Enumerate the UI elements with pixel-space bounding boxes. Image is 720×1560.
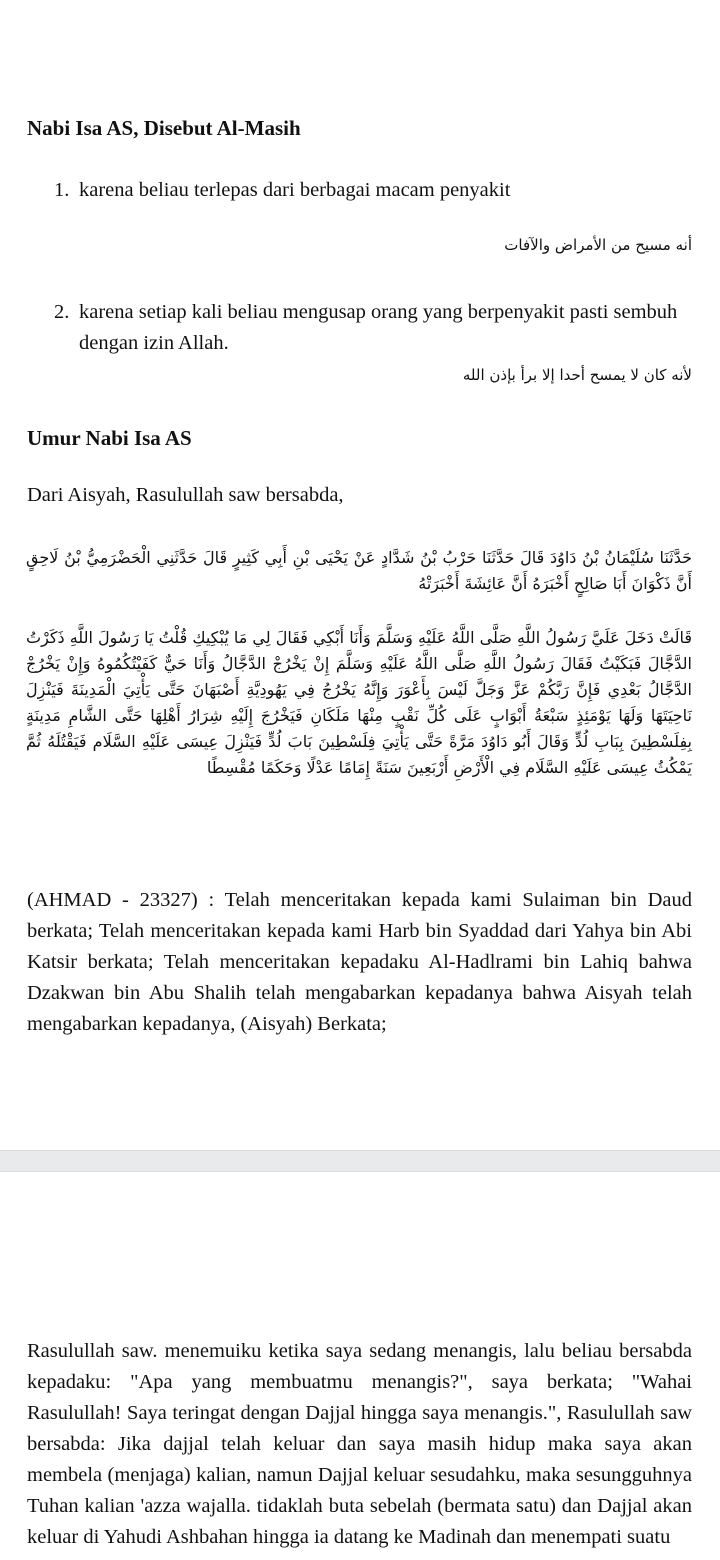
arabic-phrase-1: أنه مسيح من الأمراض والآفات bbox=[504, 236, 692, 254]
section-heading-al-masih: Nabi Isa AS, Disebut Al-Masih bbox=[27, 116, 301, 140]
document-page-2 bbox=[0, 1172, 720, 1560]
page-separator bbox=[0, 1150, 720, 1172]
section-heading-umur: Umur Nabi Isa AS bbox=[27, 426, 192, 450]
hadith-intro: Dari Aisyah, Rasulullah saw bersabda, bbox=[27, 484, 344, 506]
arabic-sanad: حَدَّثَنَا سُلَيْمَانُ بْنُ دَاوُدَ قَالَ حَدَّثَنَا حَرْبُ بْنُ شَدَّادٍ عَنْ يَحْيَى بْنِ أَبِي كَثِيرٍ قَالَ حَدَّثَنِي الْحَضْرَمِيُّ بْنُ لَاحِقٍ أَنَّ ذَكْوَانَ أَبَا صَالِحٍ أَخْبَرَهُ أَنَّ عَائِشَةَ أَخْبَرَتْهُ bbox=[26, 548, 692, 593]
list-number: 2. bbox=[54, 301, 70, 323]
list-text: karena setiap kali beliau mengusap orang yang berpenyakit pasti sembuh dengan izin Allah. bbox=[79, 301, 678, 354]
list-item-2 bbox=[54, 297, 692, 359]
translation-paragraph-2: Rasulullah saw. menemuiku ketika saya sedang menangis, lalu beliau bersabda kepadaku: "Apa yang membuatmu menangis?", saya berkata; "Wahai Rasulullah! Saya teringat dengan Dajjal hingga saya menangis.", Rasulullah saw bersabda: Jika dajjal telah keluar dan saya masih hidup maka saya akan membela (menjaga) kalian, namun Dajjal keluar sesudahku, maka sesungguhnya Tuhan kalian 'azza wajalla. tidaklah buta sebelah (bermata satu) dan Dajjal akan keluar di Yahudi Ashbahan hingga ia datang ke Madinah dan menempati suatu bbox=[27, 1340, 692, 1548]
list-number: 1. bbox=[54, 179, 70, 201]
arabic-phrase-2: لأنه كان لا يمسح أحدا إلا برأ بإذن الله bbox=[462, 366, 692, 384]
list-item-1 bbox=[54, 175, 692, 206]
translation-paragraph-1: (AHMAD - 23327) : Telah menceritakan kepada kami Sulaiman bin Daud berkata; Telah menceritakan kepada kami Harb bin Syaddad dari Yahya bin Abi Katsir berkata; Telah menceritakan kepadaku Al-Hadlrami bin Lahiq bahwa Dzakwan bin Abu Shalih telah mengabarkan kepadanya bahwa Aisyah telah mengabarkan kepadanya, (Aisyah) Berkata; bbox=[27, 889, 692, 1035]
list-text: karena beliau terlepas dari berbagai macam penyakit bbox=[79, 179, 511, 201]
arabic-matn: قَالَتْ دَخَلَ عَلَيَّ رَسُولُ اللَّهِ صَلَّى اللَّهُ عَلَيْهِ وَسَلَّمَ وَأَنَا أَبْكِي فَقَالَ لِي مَا يُبْكِيكِ قُلْتُ يَا رَسُولَ اللَّهِ ذَكَرْتُ الدَّجَّالَ فَبَكَيْتُ فَقَالَ رَسُولُ اللَّهِ صَلَّى اللَّهُ عَلَيْهِ وَسَلَّمَ إِنْ يَخْرُجْ الدَّجَّالُ وَأَنَا حَيٌّ كَفَيْتُكُمُوهُ وَإِنْ يَخْرُجْ الدَّجَّالُ بَعْدِي فَإِنَّ رَبَّكُمْ عَزَّ وَجَلَّ لَيْسَ بِأَعْوَرَ وَإِنَّهُ يَخْرُجُ فِي يَهُودِيَّةِ أَصْبَهَانَ حَتَّى يَأْتِيَ الْمَدِينَةَ فَيَنْزِلَ نَاحِيَتَهَا وَلَهَا يَوْمَئِذٍ سَبْعَةُ أَبْوَابٍ عَلَى كُلِّ نَقْبٍ مِنْهَا مَلَكَانِ فَيَخْرُجَ إِلَيْهِ شِرَارُ أَهْلِهَا حَتَّى الشَّامِ مَدِينَةٍ بِفِلَسْطِينَ بِبَابِ لُدٍّ وَقَالَ أَبُو دَاوُدَ مَرَّةً حَتَّى يَأْتِيَ فِلَسْطِينَ بَابَ لُدٍّ فَيَنْزِلَ عِيسَى عَلَيْهِ السَّلَام فَيَقْتُلَهُ ثُمَّ يَمْكُثُ عِيسَى عَلَيْهِ السَّلَام فِي الْأَرْضِ أَرْبَعِينَ سَنَةً إِمَامًا عَدْلًا وَحَكَمًا مُقْسِطًا bbox=[26, 628, 692, 777]
